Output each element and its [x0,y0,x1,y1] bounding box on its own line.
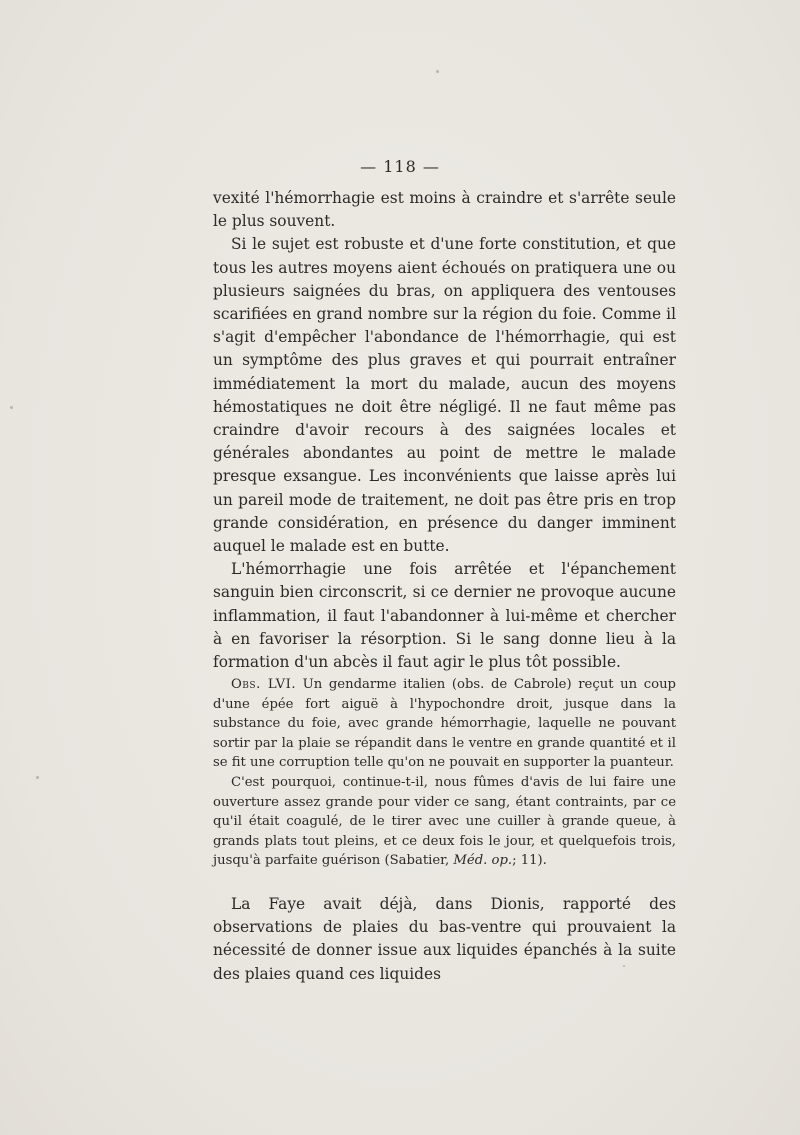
main-text-block [213,187,676,674]
observation-paragraph-1 [213,675,676,773]
observation-paragraph-2 [213,773,676,871]
paragraph-la-faye: La Faye avait déjà, dans Dionis, rapporté des observations de plaies du bas-ventre qui prouvaient la nécessité de donner issue aux liquides épanchés à la suite des plaies quand ces liquides [213,895,676,983]
paragraph-resorption: L'hémorrhagie une fois arrêtée et l'épanchement sanguin bien circonscrit, si ce dernier ne provoque aucune inflammation, il faut l'abandonner à lui-même et chercher à en favoriser la résorption. Si le sang donne lieu à la formation d'un abcès il faut agir le plus tôt possible. [213,560,676,672]
paragraph-treatment: Si le sujet est robuste et d'une forte constitution, et que tous les autres moyens aient échoués on pratiquera une ou plusieurs saignées du bras, on appliquera des ventouses scarifiées en grand nombre sur la région du foie. Comme il s'agit d'empêcher l'abondance de l'hémorrhagie, qui est un symptôme des plus graves et qui pourrait entraîner immédiatement la mort du malade, aucun des moyens hémostatiques ne doit être négligé. Il ne faut même pas craindre d'avoir recours à des saignées locales et générales abondantes au point de mettre le malade presque exsangue. Les inconvénients que laisse après lui un pareil mode de traitement, ne doit pas être pris en trop grande considération, en présence du danger imminent auquel le malade est en butte. [213,235,676,556]
observation-label: Obs. LVI. [231,677,297,692]
observation-citation: Méd. op. [453,853,513,869]
paragraph-continuation: vexité l'hémorrhagie est moins à craindre et s'arrête seule le plus souvent. [213,189,676,231]
page-number: — 118 — [360,157,440,176]
observation-block [213,675,676,871]
observation-text-2a: C'est pourquoi, continue-t-il, nous fûmes d'avis de lui faire une ouverture assez grande pour vider ce sang, étant contraints, par ce qu'il était coagulé, de le tirer avec une cuiller à grande queue, à grands plats tout pleins, et ce deux fois le jour, et quelquefois trois, jusqu'à parfaite guérison (Sabatier, [213,774,676,869]
paper-speck [10,406,13,409]
paper-speck [623,965,625,967]
final-text-block [213,893,676,986]
paper-speck [36,776,39,779]
observation-text-1: Un gendarme italien (obs. de Cabrole) reçut un coup d'une épée fort aiguë à l'hypochondre droit, jusque dans la substance du foie, avec grande hémorrhagie, laquelle ne pouvant sortir par la plaie se répandit dans le ventre en grande quantité et il se fit une corruption telle qu'on ne pouvait en supporter la puanteur. [213,677,676,771]
paper-speck [436,70,439,73]
observation-text-2b: ; 11). [512,853,547,869]
